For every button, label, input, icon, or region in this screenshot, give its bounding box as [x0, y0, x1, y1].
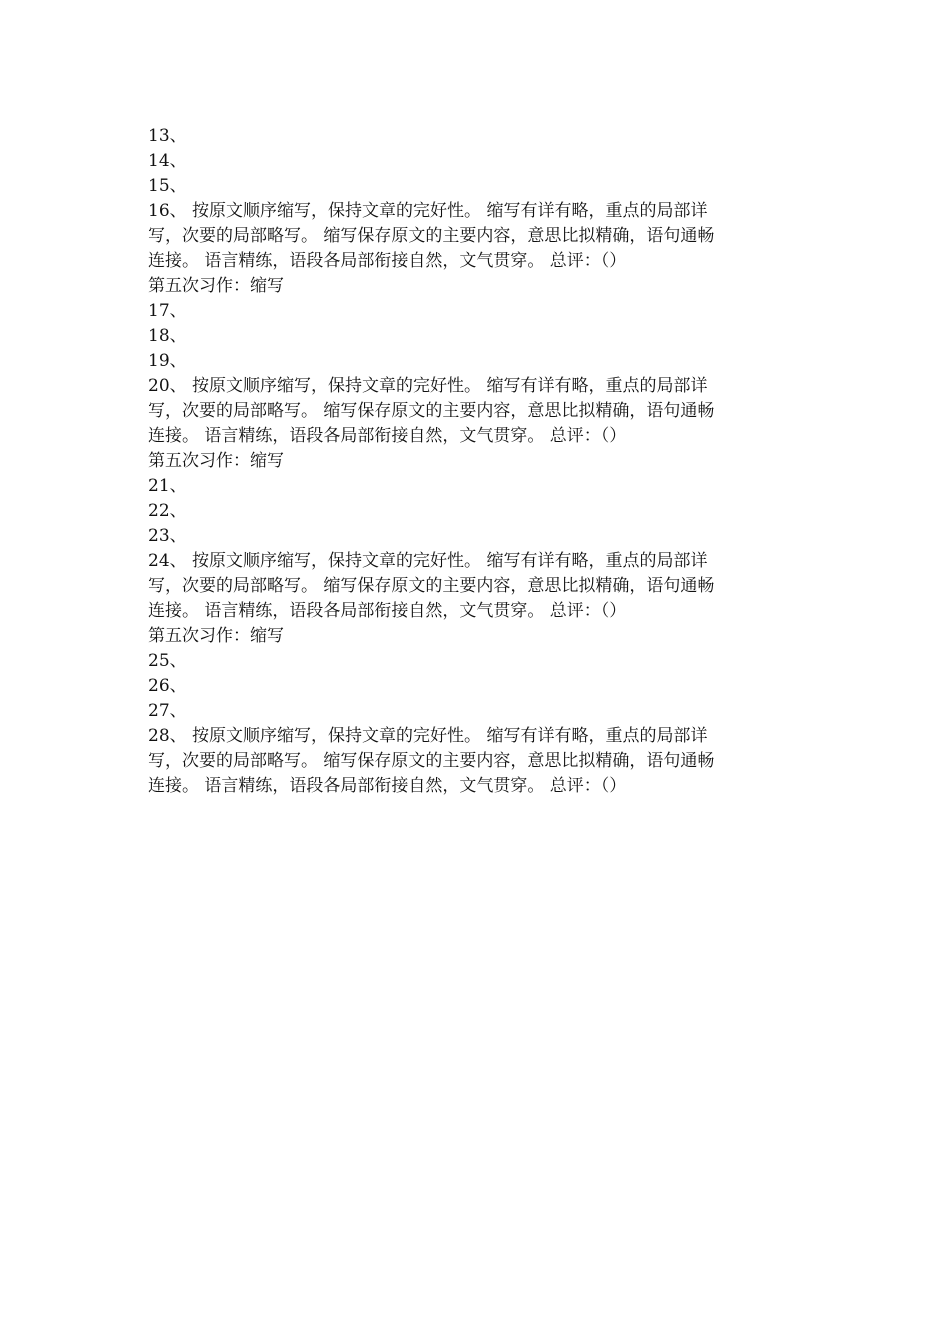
- criteria-line: 16、 按原文顺序缩写，保持文章的完好性。 缩写有详有略，重点的局部详: [148, 201, 708, 221]
- criteria-line: 连接。 语言精练，语段各局部衔接自然，文气贯穿。 总评：（）: [148, 426, 627, 446]
- criteria-line: 写，次要的局部略写。 缩写保存原文的主要内容，意思比拟精确，语句通畅: [148, 751, 715, 771]
- criteria-line: 20、 按原文顺序缩写，保持文章的完好性。 缩写有详有略，重点的局部详: [148, 376, 708, 396]
- item-number-23: 23、: [148, 526, 187, 546]
- section-heading: 第五次习作：缩写: [148, 276, 284, 296]
- item-number-15: 15、: [148, 176, 187, 196]
- document-body: [148, 124, 808, 799]
- criteria-line: 连接。 语言精练，语段各局部衔接自然，文气贯穿。 总评：（）: [148, 776, 627, 796]
- criteria-line: 24、 按原文顺序缩写，保持文章的完好性。 缩写有详有略，重点的局部详: [148, 551, 708, 571]
- criteria-line: 28、 按原文顺序缩写，保持文章的完好性。 缩写有详有略，重点的局部详: [148, 726, 708, 746]
- criteria-line: 连接。 语言精练，语段各局部衔接自然，文气贯穿。 总评：（）: [148, 601, 627, 621]
- item-number-18: 18、: [148, 326, 187, 346]
- item-number-19: 19、: [148, 351, 187, 371]
- criteria-line: 写，次要的局部略写。 缩写保存原文的主要内容，意思比拟精确，语句通畅: [148, 576, 715, 596]
- item-number-17: 17、: [148, 301, 187, 321]
- item-number-22: 22、: [148, 501, 187, 521]
- item-number-26: 26、: [148, 676, 187, 696]
- item-number-14: 14、: [148, 151, 187, 171]
- item-number-21: 21、: [148, 476, 187, 496]
- item-number-25: 25、: [148, 651, 187, 671]
- criteria-line: 写，次要的局部略写。 缩写保存原文的主要内容，意思比拟精确，语句通畅: [148, 226, 715, 246]
- criteria-paragraph-20: [148, 374, 808, 449]
- criteria-paragraph-16: [148, 199, 808, 274]
- criteria-paragraph-24: [148, 549, 808, 624]
- criteria-paragraph-28: [148, 724, 808, 799]
- item-number-13: 13、: [148, 126, 187, 146]
- section-heading: 第五次习作：缩写: [148, 626, 284, 646]
- criteria-line: 连接。 语言精练，语段各局部衔接自然，文气贯穿。 总评：（）: [148, 251, 627, 271]
- criteria-line: 写，次要的局部略写。 缩写保存原文的主要内容，意思比拟精确，语句通畅: [148, 401, 715, 421]
- item-number-27: 27、: [148, 701, 187, 721]
- section-heading: 第五次习作：缩写: [148, 451, 284, 471]
